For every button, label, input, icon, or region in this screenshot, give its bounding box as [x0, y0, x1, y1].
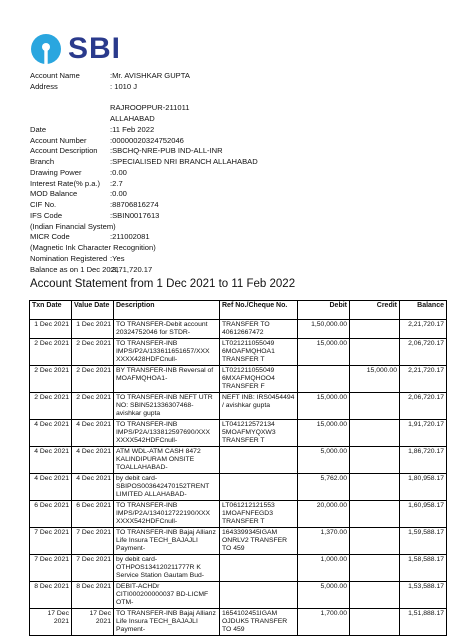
- table-cell: 4 Dec 2021: [30, 420, 72, 447]
- table-cell: 1,58,588.17: [400, 555, 447, 582]
- detail-value: :211002081: [110, 232, 150, 242]
- sbi-logo: [30, 32, 121, 66]
- table-cell: 4 Dec 2021: [72, 447, 114, 474]
- detail-label: Address: [30, 81, 58, 91]
- column-header: Ref No./Cheque No.: [220, 301, 298, 320]
- table-cell: 2 Dec 2021: [72, 393, 114, 420]
- table-cell: 1,51,888.17: [400, 609, 447, 636]
- table-cell: [350, 609, 400, 636]
- table-cell: 1 Dec 2021: [30, 320, 72, 339]
- detail-row: [30, 168, 258, 179]
- table-cell: LT041212572134 5MOAFMYQXW3 TRANSFER T: [220, 420, 298, 447]
- table-cell: 4 Dec 2021: [72, 420, 114, 447]
- table-cell: TO TRANSFER-INB IMPS/P2A/133812597690/XXX XXXX542HDFCnull-: [114, 420, 220, 447]
- table-cell: [350, 420, 400, 447]
- statement-title: Account Statement from 1 Dec 2021 to 11 Feb 2022: [30, 278, 296, 290]
- column-header: Txn Date: [30, 301, 72, 320]
- table-cell: TO TRANSFER-INB IMPS/P2A/134012722190/XXX XXXX542HDFCnull-: [114, 501, 220, 528]
- detail-value: :SBIN0017613: [110, 210, 160, 220]
- table-cell: [350, 339, 400, 366]
- detail-value: :SBCHQ-NRE-PUB IND-ALL-INR: [110, 146, 223, 156]
- table-cell: TO TRANSFER-Debit account 20324752046 for STDR-: [114, 320, 220, 339]
- detail-label: IFS Code: [30, 210, 63, 220]
- table-header-row: [30, 301, 447, 320]
- detail-row: [30, 265, 258, 276]
- table-cell: [350, 447, 400, 474]
- detail-row: [30, 232, 258, 243]
- detail-label: [30, 114, 110, 125]
- table-cell: by debit card-SBIPOS003642470152TRENT LIMITED ALLAHABAD-: [114, 474, 220, 501]
- table-cell: 1,370.00: [298, 528, 350, 555]
- detail-label: Nomination Registered: [30, 253, 108, 263]
- table-cell: 1,700.00: [298, 609, 350, 636]
- table-cell: [350, 320, 400, 339]
- detail-value: : 1010 J: [110, 81, 138, 91]
- table-cell: 7 Dec 2021: [72, 555, 114, 582]
- table-cell: TRANSFER TO 40612667472: [220, 320, 298, 339]
- detail-row: [30, 82, 258, 93]
- detail-row: [30, 179, 258, 190]
- table-row: [30, 366, 447, 393]
- table-cell: 5,000.00: [298, 582, 350, 609]
- detail-label: (Indian Financial System): [30, 221, 116, 231]
- account-details: [30, 71, 258, 275]
- table-cell: 2 Dec 2021: [72, 339, 114, 366]
- table-cell: 4 Dec 2021: [72, 474, 114, 501]
- detail-label: MICR Code: [30, 232, 70, 242]
- detail-label: Account Description: [30, 146, 98, 156]
- detail-label: CIF No.: [30, 200, 57, 209]
- transactions-table: [29, 300, 447, 636]
- table-cell: TO TRANSFER-INB Bajaj Allianz Life Insura TECH_BAJAJLI Payment-: [114, 609, 220, 636]
- table-row: [30, 339, 447, 366]
- table-row: [30, 528, 447, 555]
- table-cell: by debit card-OTHPOS134120211777R K Service Station Gautam Bud-: [114, 555, 220, 582]
- table-cell: 6 Dec 2021: [30, 501, 72, 528]
- table-cell: 1654102451IGAM OJDUK5 TRANSFER TO 459: [220, 609, 298, 636]
- table-cell: 1 Dec 2021: [72, 320, 114, 339]
- table-cell: 4 Dec 2021: [30, 474, 72, 501]
- detail-value: :0.00: [110, 167, 127, 177]
- detail-label: Interest Rate(% p.a.): [30, 178, 101, 188]
- table-cell: LT021211055049 6MXAFMQHOO4 TRANSFER F: [220, 366, 298, 393]
- detail-value: :Yes: [110, 253, 125, 263]
- detail-row: [30, 200, 258, 211]
- table-cell: 15,000.00: [298, 420, 350, 447]
- table-body: [30, 320, 447, 636]
- table-cell: 17 Dec 2021: [72, 609, 114, 636]
- column-header: Value Date: [72, 301, 114, 320]
- table-cell: 15,000.00: [298, 339, 350, 366]
- table-row: [30, 555, 447, 582]
- table-cell: 1,86,720.17: [400, 447, 447, 474]
- detail-value: :0.00: [110, 189, 127, 199]
- detail-value: :00000020324752046: [110, 135, 184, 145]
- detail-label: Account Number: [30, 135, 87, 145]
- table-cell: LT021211055049 6MOAFMQHOA1 TRANSFER T: [220, 339, 298, 366]
- table-cell: 20,000.00: [298, 501, 350, 528]
- table-cell: 4 Dec 2021: [30, 447, 72, 474]
- detail-row: [30, 146, 258, 157]
- table-cell: [220, 555, 298, 582]
- detail-row: [30, 222, 258, 233]
- detail-label: Date: [30, 124, 47, 134]
- column-header: Debit: [298, 301, 350, 320]
- table-cell: [220, 447, 298, 474]
- table-cell: 7 Dec 2021: [30, 555, 72, 582]
- detail-row: [30, 71, 258, 82]
- table-cell: [350, 555, 400, 582]
- table-row: [30, 474, 447, 501]
- detail-row: [30, 254, 258, 265]
- table-cell: 1,53,588.17: [400, 582, 447, 609]
- table-cell: [220, 582, 298, 609]
- column-header: Balance: [400, 301, 447, 320]
- detail-row: [30, 211, 258, 222]
- table-cell: ATM WDL-ATM CASH 8472 KALINDIPURAM ONSITE TOALLAHABAD-: [114, 447, 220, 474]
- table-cell: NEFT INB: IRS0454494 / avishkar gupta: [220, 393, 298, 420]
- table-row: [30, 320, 447, 339]
- table-cell: 2,21,720.17: [400, 320, 447, 339]
- table-cell: [350, 393, 400, 420]
- table-cell: [350, 501, 400, 528]
- table-cell: 6 Dec 2021: [72, 501, 114, 528]
- table-cell: 1,000.00: [298, 555, 350, 582]
- table-cell: 1,50,000.00: [298, 320, 350, 339]
- detail-value: RAJROOPPUR-211011: [110, 103, 190, 113]
- table-cell: 2 Dec 2021: [30, 393, 72, 420]
- column-header: Description: [114, 301, 220, 320]
- table-cell: 1,80,958.17: [400, 474, 447, 501]
- table-cell: 1,60,958.17: [400, 501, 447, 528]
- table-cell: [350, 582, 400, 609]
- table-cell: [220, 474, 298, 501]
- table-cell: 2,06,720.17: [400, 339, 447, 366]
- table-cell: 2,21,720.17: [400, 366, 447, 393]
- table-row: [30, 609, 447, 636]
- column-header: Credit: [350, 301, 400, 320]
- detail-row: [30, 136, 258, 147]
- detail-value: :11 Feb 2022: [110, 124, 155, 134]
- table-cell: LT061212121553 1MOAFNFEGD3 TRANSFER T: [220, 501, 298, 528]
- table-cell: 2 Dec 2021: [72, 366, 114, 393]
- detail-value: :3,71,720.17: [110, 264, 153, 274]
- table-cell: 8 Dec 2021: [72, 582, 114, 609]
- detail-row: [30, 114, 258, 125]
- table-row: [30, 501, 447, 528]
- table-cell: 17 Dec 2021: [30, 609, 72, 636]
- detail-row: [30, 93, 258, 104]
- detail-value: :Mr. AVISHKAR GUPTA: [110, 71, 190, 80]
- table-cell: 2 Dec 2021: [30, 366, 72, 393]
- detail-row: [30, 243, 258, 254]
- detail-label: Branch: [30, 157, 55, 166]
- table-cell: [350, 474, 400, 501]
- table-cell: 7 Dec 2021: [72, 528, 114, 555]
- table-cell: 7 Dec 2021: [30, 528, 72, 555]
- detail-value: ALLAHABAD: [110, 114, 155, 123]
- table-cell: TO TRANSFER-INB IMPS/P2A/133611651657/XXX XXXX428HDFCnull-: [114, 339, 220, 366]
- table-cell: 2 Dec 2021: [30, 339, 72, 366]
- table-cell: 2,06,720.17: [400, 393, 447, 420]
- table-cell: 5,762.00: [298, 474, 350, 501]
- detail-label: [30, 103, 110, 114]
- detail-row: [30, 103, 258, 114]
- detail-row: [30, 125, 258, 136]
- table-cell: 5,000.00: [298, 447, 350, 474]
- table-cell: 15,000.00: [350, 366, 400, 393]
- table-row: [30, 582, 447, 609]
- detail-row: [30, 189, 258, 200]
- table-cell: [350, 528, 400, 555]
- table-cell: 15,000.00: [298, 393, 350, 420]
- table-cell: TO TRANSFER-INB Bajaj Allianz Life Insura TECH_BAJAJLI Payment-: [114, 528, 220, 555]
- table-cell: BY TRANSFER-INB Reversal of MOAFMQHOA1-: [114, 366, 220, 393]
- table-row: [30, 420, 447, 447]
- brand-name: SBI: [68, 32, 122, 65]
- table-cell: 8 Dec 2021: [30, 582, 72, 609]
- detail-label: Balance as on 1 Dec 2021: [30, 264, 120, 274]
- detail-label: (Magnetic Ink Character Recognition): [30, 243, 156, 252]
- sbi-keyhole-icon: [30, 33, 62, 65]
- detail-label: MOD Balance: [30, 189, 78, 199]
- detail-value: :2.7: [110, 178, 123, 188]
- detail-value: :SPECIALISED NRI BRANCH ALLAHABAD: [110, 157, 258, 166]
- detail-label: Account Name: [30, 71, 80, 80]
- table-cell: DEBIT-ACHDr CITI000200000037 BD-LICMF OTM-: [114, 582, 220, 609]
- detail-value: :88706816274: [110, 200, 159, 209]
- table-cell: 1,59,588.17: [400, 528, 447, 555]
- table-cell: [298, 366, 350, 393]
- table-cell: 1,91,720.17: [400, 420, 447, 447]
- table-row: [30, 447, 447, 474]
- detail-label: [30, 93, 110, 104]
- detail-label: Drawing Power: [30, 167, 82, 177]
- table-row: [30, 393, 447, 420]
- detail-row: [30, 157, 258, 168]
- table-cell: TO TRANSFER-INB NEFT UTR NO: SBIN521336307468-avishkar gupta: [114, 393, 220, 420]
- table-cell: 1643399345IGAM ONRLV2 TRANSFER TO 459: [220, 528, 298, 555]
